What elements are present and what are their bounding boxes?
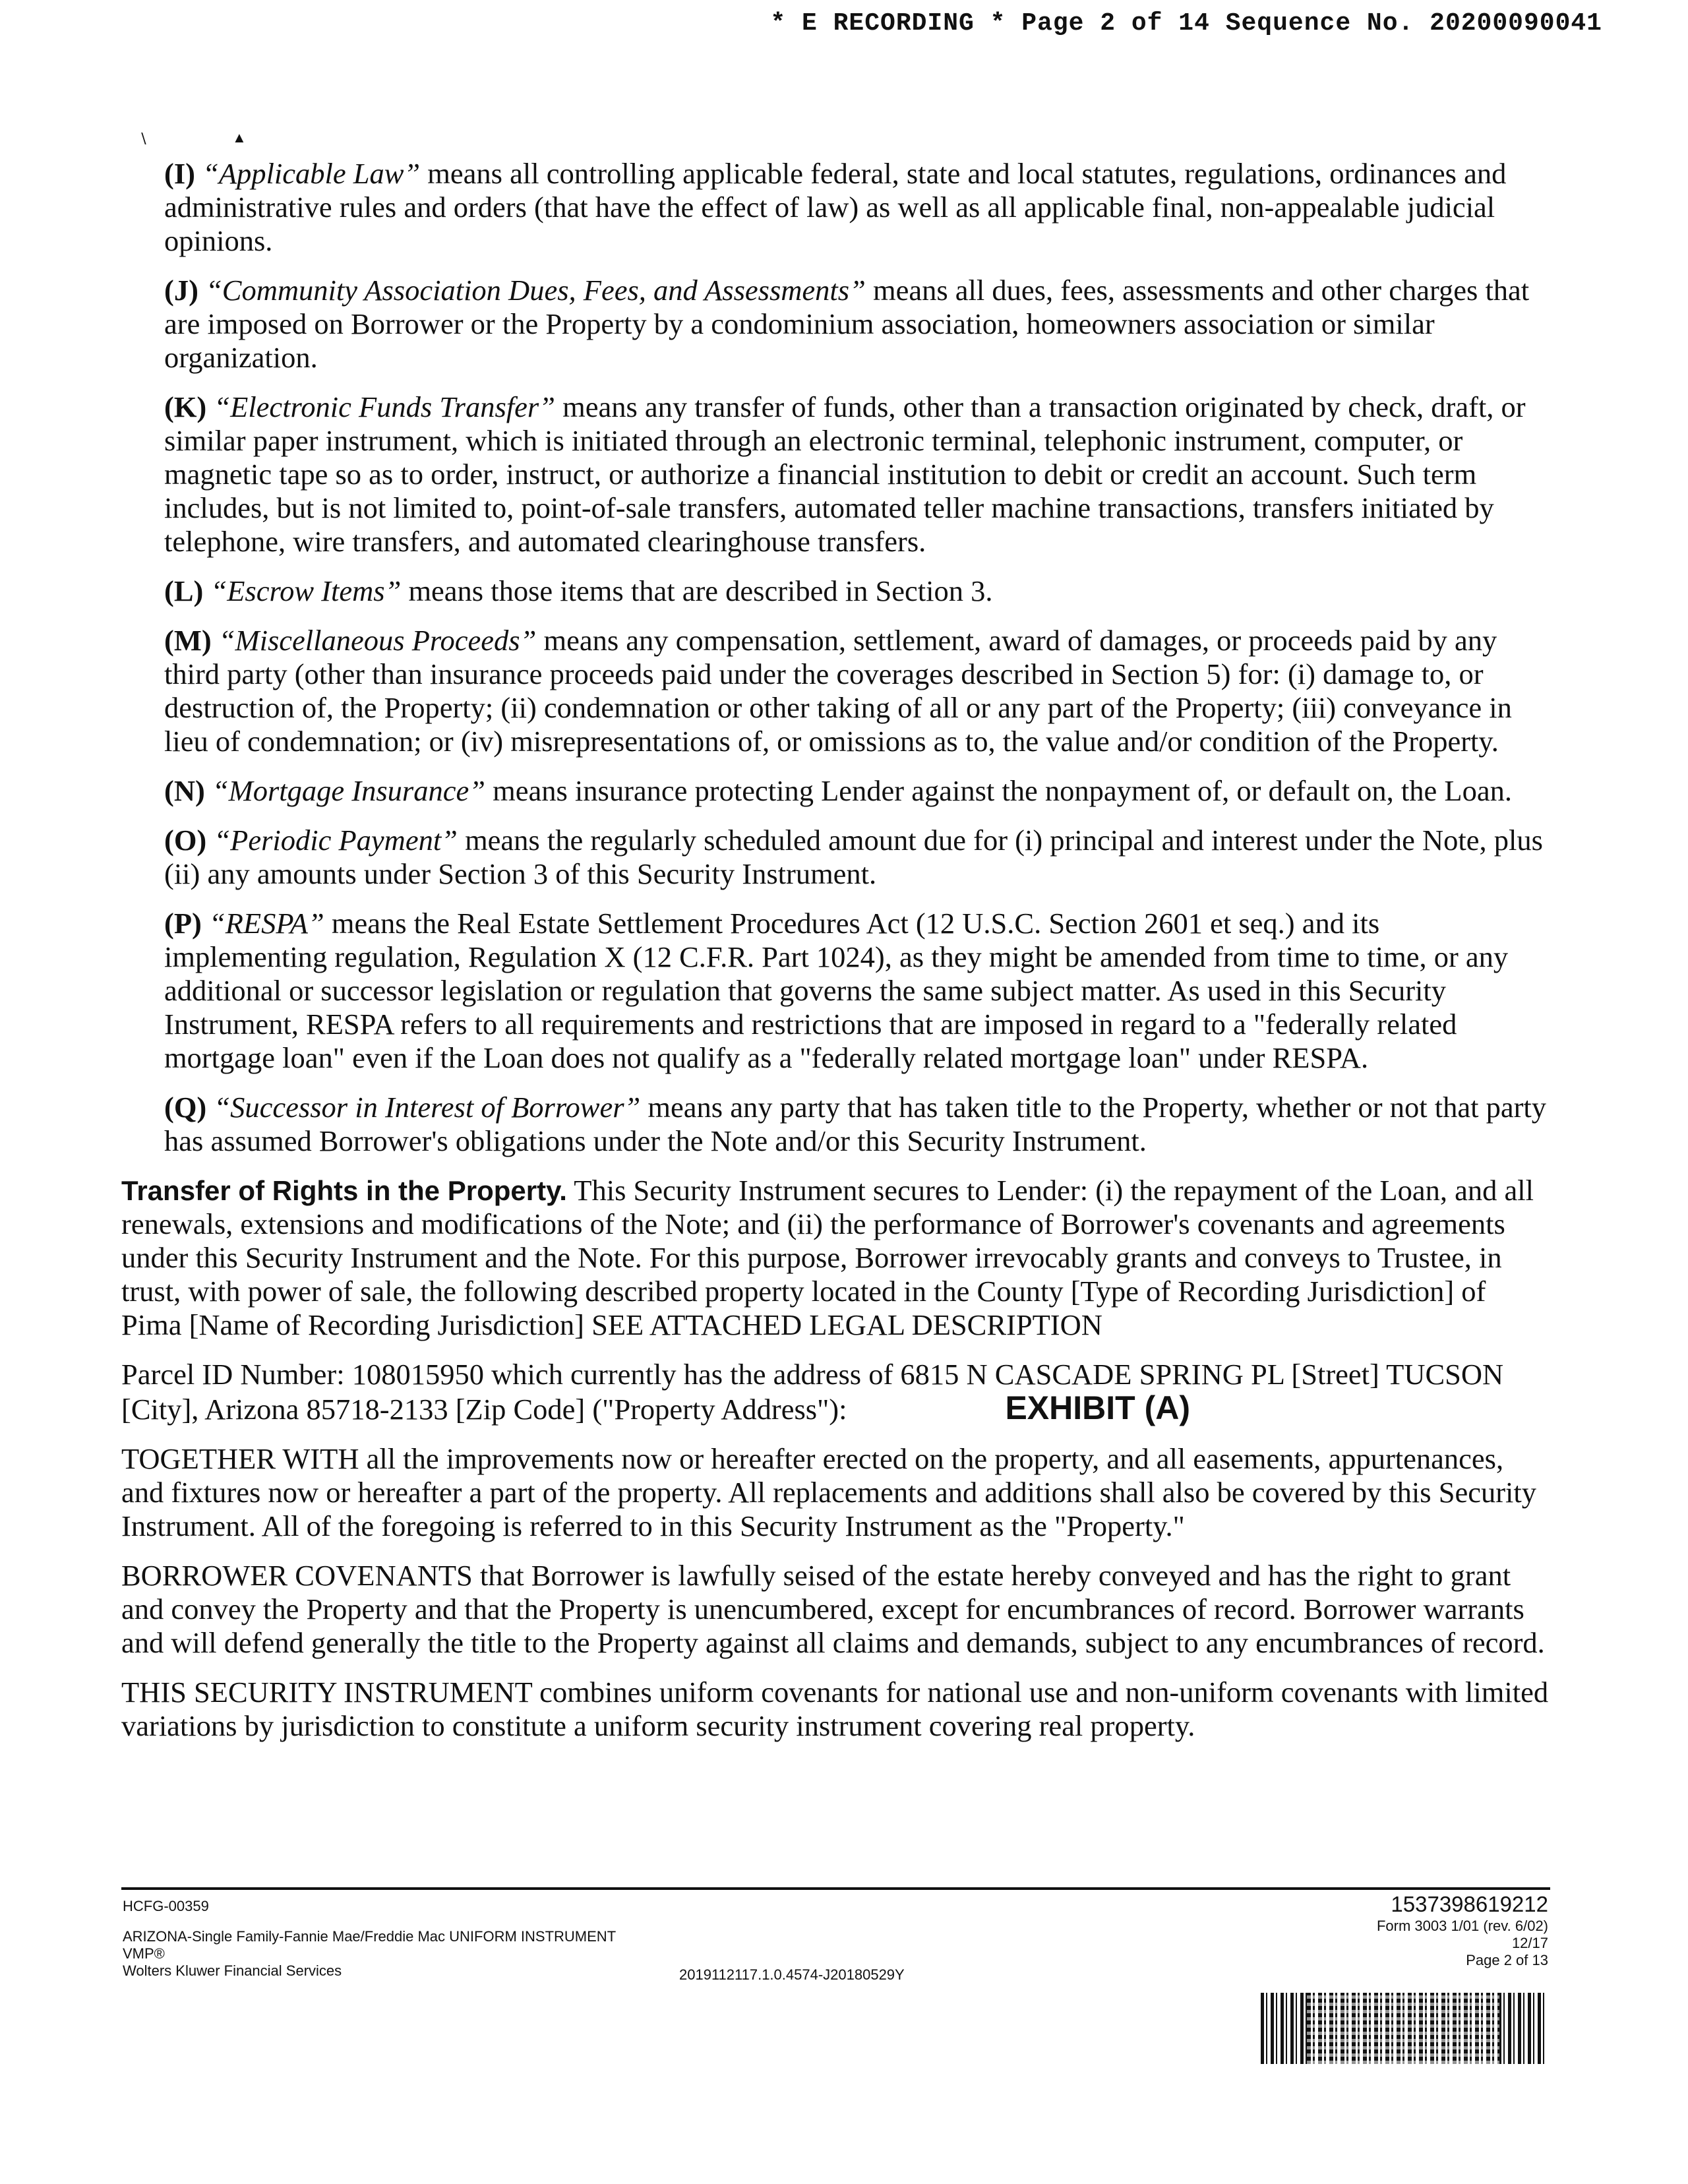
scan-speck: ∖ [138, 131, 148, 147]
definition-respa: (P) “RESPA” means the Real Estate Settlement Procedures Act (12 U.S.C. Section 2601 et seq.) and its implementing regulation, Regulation X (12 C.F.R. Part 1024), as they might be amended from time to time, or any additional or successor legislation or regulation that governs the same subject matter. As used in this Security Instrument, RESPA refers to all requirements and restrictions that are imposed in regard to a "federally related mortgage loan" even if the Loan does not qualify as a "federally related mortgage loan" under RESPA. [164, 907, 1509, 1074]
security-instrument-paragraph: THIS SECURITY INSTRUMENT combines uniform covenants for national use and non-uniform covenants with limited variations by jurisdiction to constitute a uniform security instrument covering real property. [121, 1676, 1549, 1742]
form-number: Form 3003 1/01 (rev. 6/02) [1376, 1918, 1548, 1934]
document-id: 2019112117.1.0.4574-J20180529Y [679, 1966, 905, 1983]
definition-successor-in-interest: (Q) “Successor in Interest of Borrower” means any party that has taken title to the Property, whether or not that party has assumed Borrower's obligations under the Note and/or this Security Instrument. [164, 1091, 1547, 1157]
barcode [1261, 1993, 1546, 2064]
footer-divider [121, 1887, 1550, 1890]
instrument-title: ARIZONA-Single Family-Fannie Mae/Freddie Mac UNIFORM INSTRUMENT [123, 1928, 617, 1945]
definition-periodic-payment: (O) “Periodic Payment” means the regularly scheduled amount due for (i) principal and interest under the Note, plus (ii) any amounts under Section 3 of this Security Instrument. [164, 824, 1543, 890]
definition-electronic-funds-transfer: (K) “Electronic Funds Transfer” means any transfer of funds, other than a transaction originated by check, draft, or similar paper instrument, which is initiated through an electronic terminal, telephonic instrument, computer, or magnetic tape so as to order, instruct, or authorize a financial institution to debit or credit an account. Such term includes, but is not limited to, point-of-sale transfers, automated teller machine transactions, transfers initiated by telephone, wire transfers, and automated clearinghouse transfers. [164, 390, 1526, 558]
parcel-paragraph [121, 1358, 1549, 1426]
footer-left [123, 1898, 616, 1980]
page-number: Page 2 of 13 [1466, 1952, 1548, 1968]
footer-right [1377, 1891, 1548, 1969]
barcode-core [1307, 1993, 1499, 2064]
transfer-of-rights-heading: Transfer of Rights in the Property. [121, 1175, 567, 1206]
transfer-of-rights-paragraph: Transfer of Rights in the Property. This Security Instrument secures to Lender: (i) the repayment of the Loan, and all renewals, extensions and modifications of the Note; and (ii) the performance of Borrower's covenants and agreements under this Security Instrument and the Note. For this purpose, Borrower irrevocably grants and conveys to Trustee, in trust, with power of sale, the following described property located in the County [Type of Recording Jurisdiction] of Pima [Name of Recording Jurisdiction] SEE ATTACHED LEGAL DESCRIPTION [121, 1174, 1534, 1341]
definition-miscellaneous-proceeds: (M) “Miscellaneous Proceeds” means any compensation, settlement, award of damages, or proceeds paid by any third party (other than insurance proceeds paid under the coverages described in Section 5) for: (i) damage to, or destruction of, the Property; (ii) condemnation or other taking of all or any part of the Property; (iii) conveyance in lieu of condemnation; or (iv) misrepresentations of, or omissions as to, the value and/or condition of the Property. [164, 624, 1512, 758]
parcel-text: Parcel ID Number: 108015950 which currently has the address of 6815 N CASCADE SPRING PL [Street] TUCSON [City], Arizona 85718-2133 [Zip Code] ("Property Address"): [121, 1358, 1504, 1426]
scan-speck: ▲ [232, 129, 247, 146]
document-body [121, 157, 1549, 1759]
borrower-covenants-paragraph: BORROWER COVENANTS that Borrower is lawfully seised of the estate hereby conveyed and has the right to grant and convey the Property and that the Property is unencumbered, except for encumbrances of record. Borrower warrants and will defend generally the title to the Property against all claims and demands, subject to any encumbrances of record. [121, 1559, 1545, 1659]
form-date: 12/17 [1511, 1935, 1548, 1951]
definition-escrow-items: (L) “Escrow Items” means those items that are described in Section 3. [164, 574, 993, 607]
together-with-paragraph: TOGETHER WITH all the improvements now or hereafter erected on the property, and all easements, appurtenances, and fixtures now or hereafter a part of the property. All replacements and additions shall also be covered by this Security Instrument. All of the foregoing is referred to in this Security Instrument as the "Property." [121, 1442, 1537, 1542]
exhibit-label: EXHIBIT (A) [1005, 1389, 1190, 1426]
definition-applicable-law: (I) “Applicable Law” means all controlling applicable federal, state and local statutes, regulations, ordinances and administrative rules and orders (that have the effect of law) as well as all applicable final, non-appealable judicial opinions. [164, 157, 1507, 257]
form-code: HCFG-00359 [123, 1898, 209, 1914]
vmp-mark: VMP® [123, 1945, 165, 1962]
recording-banner: * E RECORDING * Page 2 of 14 Sequence No. 20200090041 [770, 9, 1602, 38]
loan-number: 1537398619212 [1391, 1892, 1548, 1916]
definition-community-association-dues: (J) “Community Association Dues, Fees, and Assessments” means all dues, fees, assessments and other charges that are imposed on Borrower or the Property by a condominium association, homeowners association or similar organization. [164, 274, 1530, 374]
publisher: Wolters Kluwer Financial Services [123, 1962, 342, 1979]
definition-mortgage-insurance: (N) “Mortgage Insurance” means insurance protecting Lender against the nonpayment of, or default on, the Loan. [164, 774, 1512, 807]
